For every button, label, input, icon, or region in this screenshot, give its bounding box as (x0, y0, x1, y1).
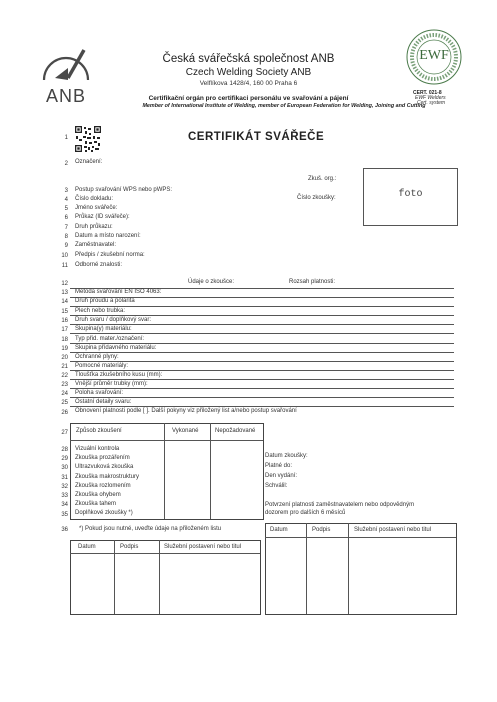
line-22-label: Tloušťka zkušebního kusu (mm): (75, 372, 163, 378)
line-25-label: Ostatní detaily svaru: (75, 399, 132, 405)
test-row-33: Zkouška ohybem (75, 492, 121, 498)
line-2-label: Označení: (75, 159, 103, 165)
cert-number: CERT. 021-8 (413, 90, 442, 96)
line-24-number: 24 (61, 391, 68, 397)
membership: Member of International Institute of Welding, member of European Federation for Welding, Joining and Cutting (142, 103, 426, 109)
test-row-29: Zkouška prozářením (75, 455, 130, 461)
line-20-label: Ochranné plyny: (75, 354, 119, 360)
rule-25 (70, 406, 454, 407)
line-31-number: 31 (61, 475, 68, 481)
line-11-label: Odborné znalosti: (75, 262, 123, 268)
line-27-number: 27 (61, 430, 68, 436)
test-table-col-divider-2 (210, 423, 211, 519)
line-17-label: Skupina(y) materiálu: (75, 326, 132, 332)
right-sign-datum: Datum (270, 527, 288, 533)
label-schvalil: Schválil: (265, 483, 288, 489)
rule-24 (70, 397, 454, 398)
photo-label: foto (398, 189, 423, 200)
cert-sub1: EWF Welders (415, 95, 446, 101)
label-den-vydani: Den vydání: (265, 473, 298, 479)
line-32-number: 32 (61, 484, 68, 490)
label-rozsah-platnosti: Rozsah platnosti: (289, 279, 336, 285)
line-4-number: 4 (64, 197, 68, 203)
photo-box (363, 168, 458, 226)
line-13-number: 13 (61, 290, 68, 296)
right-sign-postaveni: Služební postavení nebo titul (354, 527, 432, 533)
footnote-text: *) Pokud jsou nutné, uveďte údaje na přiloženém listu (79, 526, 222, 532)
line-7-label: Druh průkazu: (75, 224, 113, 230)
line-4-label: Číslo dokladu: (75, 196, 114, 202)
test-row-28: Vizuální kontrola (75, 446, 120, 452)
label-cislo-zkousky: Číslo zkoušky: (297, 195, 336, 201)
line-19-label: Skupina přídavného materiálu: (75, 345, 157, 351)
line-9-number: 9 (64, 243, 68, 249)
label-zkus-org: Zkuš. org.: (308, 176, 337, 182)
rule-17 (70, 333, 454, 334)
line-10-number: 10 (61, 253, 68, 259)
test-row-32: Zkouška rozlomením (75, 483, 131, 489)
rule-20 (70, 361, 454, 362)
qr-code (75, 126, 101, 152)
line-36-number: 36 (61, 527, 68, 533)
left-sign-datum: Datum (78, 544, 96, 550)
rule-15 (70, 315, 454, 316)
left-sign-table (70, 540, 261, 615)
org-name-cz: Česká svářečská společnost ANB (162, 53, 335, 65)
cert-body: Certifikační orgán pro certifikaci personálu ve svařování a pájení (148, 95, 349, 102)
line-5-label: Jméno svářeče: (75, 205, 118, 211)
line-19-number: 19 (61, 346, 68, 352)
left-sign-col-1 (114, 540, 115, 614)
line-30-number: 30 (61, 465, 68, 471)
rule-18 (70, 343, 454, 344)
label-platne-do: Platné do: (265, 463, 293, 469)
left-sign-header-rule (70, 553, 260, 554)
line-20-number: 20 (61, 355, 68, 361)
line-17-number: 17 (61, 327, 68, 333)
line-23-number: 23 (61, 382, 68, 388)
line-35-number: 35 (61, 512, 68, 518)
line-18-number: 18 (61, 337, 68, 343)
line-12-number: 12 (61, 281, 68, 287)
line-10-label: Předpis / zkušební norma: (75, 252, 145, 258)
line-15-number: 15 (61, 309, 68, 315)
right-sign-col-1 (306, 523, 307, 614)
right-sign-podpis: Podpis (312, 527, 331, 533)
test-table-col-method: Způsob zkoušení (76, 428, 122, 434)
line-33-number: 33 (61, 493, 68, 499)
line-25-number: 25 (61, 400, 68, 406)
test-row-34: Zkouška tahem (75, 501, 117, 507)
rule-22 (70, 379, 454, 380)
line-16-label: Druh svaru / doplňkový svar: (75, 317, 152, 323)
label-potvrzeni-2: dozorem pro dalších 6 měsíců (265, 510, 346, 516)
cert-sub2: Cert. system (417, 100, 446, 106)
test-table-col-divider-1 (164, 423, 165, 519)
org-name-en: Czech Welding Society ANB (185, 67, 312, 78)
org-address: Velflíkova 1428/4, 160 00 Praha 6 (199, 80, 298, 87)
line-7-number: 7 (64, 225, 68, 231)
line-14-number: 14 (61, 299, 68, 305)
line-14-label: Druh proudu a polarita (75, 298, 135, 304)
line-2-number: 2 (64, 161, 68, 167)
line-24-label: Poloha svařování: (75, 390, 124, 396)
line-21-number: 21 (61, 364, 68, 370)
line-6-number: 6 (64, 215, 68, 221)
line-34-number: 34 (61, 502, 68, 508)
line-23-label: Vnější průměr trubky (mm): (75, 381, 148, 387)
left-sign-podpis: Podpis (120, 544, 139, 550)
ewf-badge-text: EWF (419, 48, 449, 63)
line-8-number: 8 (64, 234, 68, 240)
line-13-label: Metoda svařování EN ISO 4063: (75, 289, 162, 295)
left-sign-postaveni: Služební postavení nebo titul (164, 544, 242, 550)
line-15-label: Plech nebo trubka: (75, 308, 126, 314)
test-row-30: Ultrazvuková zkouška (75, 464, 134, 470)
certificate-title: CERTIFIKÁT SVÁŘEČE (188, 131, 325, 143)
label-datum-zkousky: Datum zkoušky: (265, 453, 308, 459)
ewf-badge (405, 28, 463, 86)
line-3-label: Postup svařování WPS nebo pWPS: (75, 187, 173, 193)
line-28-number: 28 (61, 447, 68, 453)
test-row-35: Doplňkové zkoušky *) (75, 510, 133, 516)
line-21-label: Pomocné materiály: (75, 363, 129, 369)
line-8-label: Datum a místo narození: (75, 233, 141, 239)
line-16-number: 16 (61, 318, 68, 324)
left-sign-col-2 (159, 540, 160, 614)
line-3-number: 3 (64, 188, 68, 194)
test-table-col-not-required: Nepožadované (215, 428, 256, 434)
line-26-number: 26 (61, 410, 68, 416)
line-22-number: 22 (61, 373, 68, 379)
line-1-number: 1 (64, 135, 68, 141)
right-sign-header-rule (265, 537, 456, 538)
test-row-31: Zkouška makrostruktury (75, 474, 140, 480)
test-table-col-done: Vykonané (172, 428, 199, 434)
line-9-label: Zaměstnavatel: (75, 242, 117, 248)
line-29-number: 29 (61, 456, 68, 462)
rule-21 (70, 370, 454, 371)
rule-14 (70, 306, 454, 307)
rule-23 (70, 388, 454, 389)
right-sign-col-2 (348, 523, 349, 614)
line-26-label: Obnovení platnosti podle [ ]. Další pokyny viz přiložený list a/nebo postup svařování (75, 408, 297, 414)
rule-16 (70, 324, 454, 325)
line-11-number: 11 (61, 263, 68, 269)
rule-19 (70, 352, 454, 353)
line-5-number: 5 (64, 206, 68, 212)
test-table-header-rule (70, 440, 263, 441)
label-potvrzeni: Potvrzení platnosti zaměstnavatelem nebo odpovědným (265, 502, 415, 508)
anb-logo-text: ANB (46, 86, 87, 106)
line-6-label: Průkaz (ID svářeče): (75, 214, 130, 220)
label-udaje-zkousky: Údaje o zkoušce: (188, 279, 235, 285)
line-18-label: Typ přid. mater./označení: (75, 336, 145, 342)
